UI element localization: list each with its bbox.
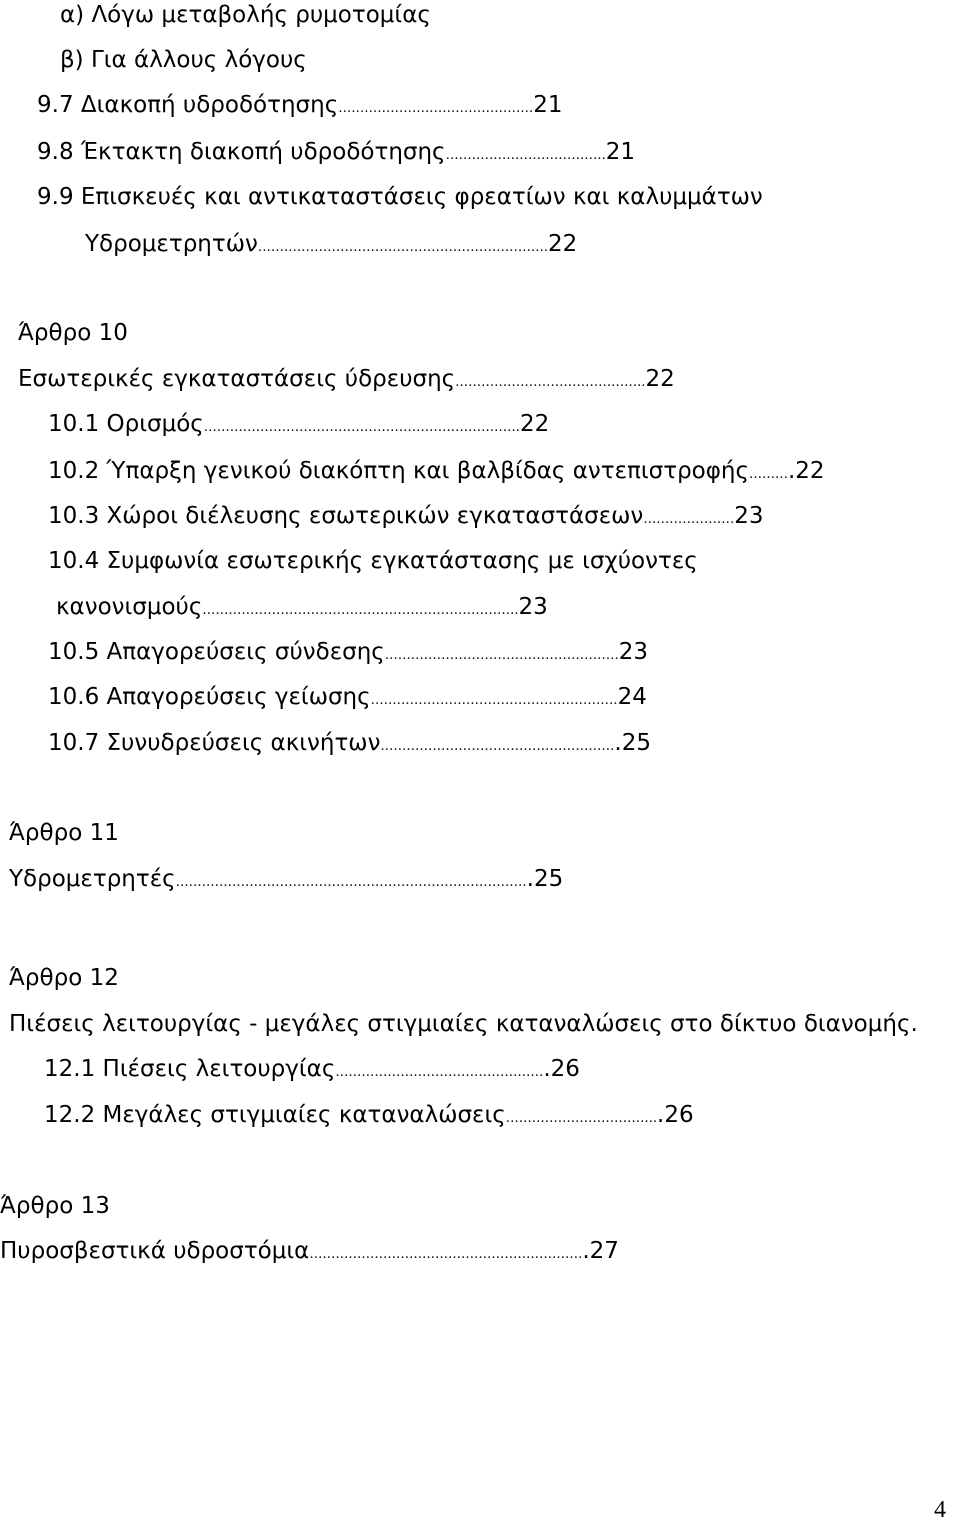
toc-entry: 10.3 Χώροι διέλευσης εσωτερικών εγκαταστάσεων…………………23 (48, 503, 764, 529)
toc-page-ref: .25 (614, 730, 651, 756)
toc-entry: 10.7 Συνυδρεύσεις ακινήτων……………………………………………….25 (48, 730, 651, 756)
article-heading: Άρθρο 11 (9, 820, 119, 846)
toc-entry: Υδρομετρητών………………………………………………………….22 (85, 231, 578, 257)
toc-page-ref: 23 (734, 503, 764, 529)
toc-page-ref: .22 (787, 458, 825, 484)
dot-leader: ………………………………………………………………. (203, 420, 520, 435)
toc-entry: 9.9 Επισκευές και αντικαταστάσεις φρεατίων και καλυμμάτων (37, 184, 763, 210)
toc-page-ref: .27 (582, 1238, 619, 1264)
dot-leader: ………………………………………………………………. (202, 603, 519, 618)
toc-entry: 10.2 Ύπαρξη γενικού διακόπτη και βαλβίδας αντεπιστροφής……….22 (48, 458, 825, 484)
toc-page-ref: 22 (519, 411, 550, 437)
article-title: Πιέσεις λειτουργίας - μεγάλες στιγμιαίες καταναλώσεις στο δίκτυο διανομής. (9, 1011, 918, 1037)
toc-page-ref: 21 (533, 92, 563, 118)
dot-leader: …………………………………….. (455, 375, 646, 390)
page-number: 4 (934, 1497, 946, 1523)
dot-leader: ……………………………………………………… (309, 1247, 583, 1262)
dot-leader: …………………………….. (505, 1111, 658, 1126)
toc-entry: 10.5 Απαγορεύσεις σύνδεσης………………………………………………23 (48, 639, 649, 665)
toc-page-ref: 22 (547, 231, 578, 257)
dot-leader: ……………………………………………… (384, 648, 619, 663)
dot-leader: ……… (748, 467, 788, 482)
dot-leader: ………………………………………… (335, 1065, 544, 1080)
toc-page-ref: 22 (645, 366, 675, 392)
toc-entry: κανονισμούς……………………………………………………………….23 (56, 594, 548, 620)
toc-entry: 10.1 Ορισμός……………………………………………………………….22 (48, 411, 550, 437)
dot-leader: ……………………………………… (338, 101, 534, 116)
article-title: Υδρομετρητές……………………………………………………………………….25 (9, 866, 564, 892)
toc-page-ref: 21 (605, 139, 635, 165)
article-heading: Άρθρο 10 (18, 320, 128, 346)
toc-entry: 12.1 Πιέσεις λειτουργίας………………………………………….26 (44, 1056, 580, 1082)
dot-leader: ……………………………………………………………………… (175, 875, 527, 890)
toc-entry: 12.2 Μεγάλες στιγμιαίες καταναλώσεις……………………………...26 (44, 1102, 694, 1128)
dot-leader: ………………………………………………… (370, 693, 618, 708)
toc-page-ref: 23 (618, 639, 649, 665)
toc-page-ref: .25 (526, 866, 564, 892)
article-heading: Άρθρο 12 (9, 965, 119, 991)
toc-page-ref: 23 (518, 594, 548, 620)
toc-entry: 10.4 Συμφωνία εσωτερικής εγκατάστασης με ισχύοντες (48, 548, 698, 574)
toc-sub-item: α) Λόγω μεταβολής ρυμοτομίας (60, 2, 431, 28)
dot-leader: ………………… (643, 512, 735, 527)
article-title: Πυροσβεστικά υδροστόμια……………………………………………………….27 (0, 1238, 619, 1264)
toc-entry: 9.7 Διακοπή υδροδότησης………………………………………21 (37, 92, 563, 118)
dot-leader: ………………………………. (445, 148, 606, 163)
dot-leader: ……………………………………………… (380, 739, 615, 754)
article-title: Εσωτερικές εγκαταστάσεις ύδρευσης……………………………………..22 (18, 366, 675, 392)
toc-page-ref: 24 (617, 684, 647, 710)
toc-page-ref: .26 (657, 1102, 694, 1128)
toc-page-ref: .26 (543, 1056, 580, 1082)
toc-entry: 9.8 Έκτακτη διακοπή υδροδότησης……………………………….21 (37, 139, 635, 165)
toc-sub-item: β) Για άλλους λόγους (60, 47, 307, 73)
dot-leader: …………………………………………………………. (257, 240, 548, 255)
article-heading: Άρθρο 13 (0, 1193, 110, 1219)
toc-entry: 10.6 Απαγορεύσεις γείωσης…………………………………………………24 (48, 684, 647, 710)
